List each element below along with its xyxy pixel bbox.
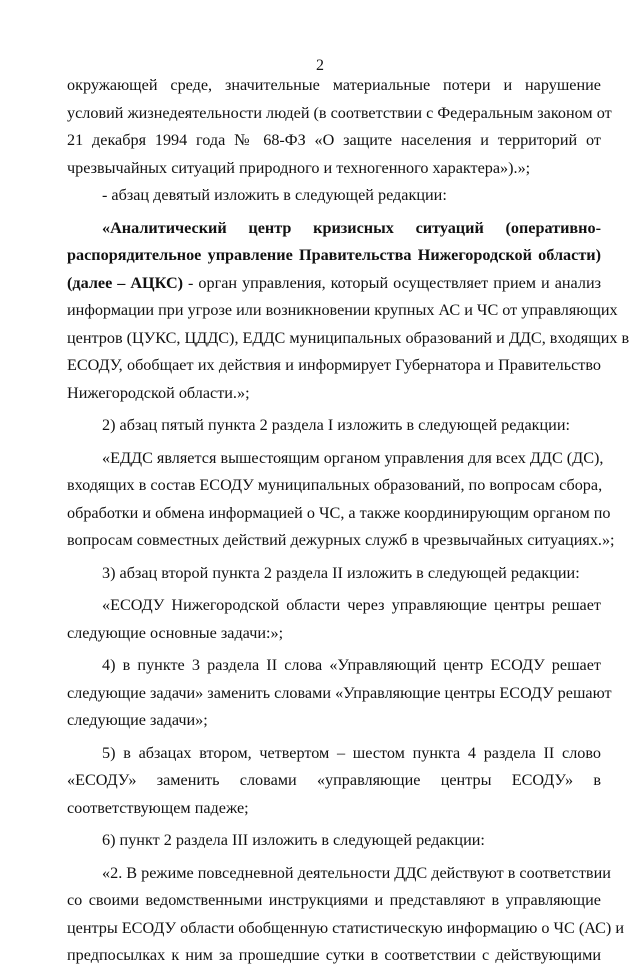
- text-line: [67, 100, 612, 128]
- text-run: «2. В режиме повседневной деятельности ДДС действуют в соответствии: [102, 863, 611, 882]
- text-line: [67, 592, 601, 620]
- text-line: [67, 412, 601, 440]
- text-line: [67, 72, 601, 100]
- text-line: [67, 445, 604, 473]
- text-run: предпосылках к ним за прошедшие сутки в соответствии с действующими: [67, 946, 601, 964]
- text-line: [67, 155, 601, 183]
- document-body: [67, 72, 630, 970]
- text-run: центров (ЦУКС, ЦДДС), ЕДДС муниципальных образований и ДДС, входящих в: [67, 328, 630, 347]
- text-line: [67, 325, 630, 353]
- text-line: [67, 795, 601, 823]
- text-run: вопросам совместных действий дежурных служб в чрезвычайных ситуациях.»;: [67, 531, 615, 549]
- text-line: [67, 127, 601, 155]
- text-line: [67, 297, 618, 325]
- text-run: соответствующем падеже;: [67, 798, 249, 817]
- text-line: [67, 915, 625, 943]
- text-run: центры ЕСОДУ области обобщенную статистическую информацию о ЧС (АС) и: [67, 918, 625, 937]
- text-run: информации при угрозе или возникновении крупных АС и ЧС от управляющих: [67, 301, 618, 319]
- text-line: [67, 182, 601, 210]
- text-run: обработки и обмена информацией о ЧС, а также координирующим органом по: [67, 503, 611, 522]
- text-line: [67, 500, 611, 528]
- text-line: [67, 942, 601, 970]
- text-line: [67, 887, 601, 915]
- text-run: 4) в пункте 3 раздела II слова «Управляющий центр ЕСОДУ решает: [102, 656, 601, 674]
- text-run: «ЕСОДУ» заменить словами «управляющие центры ЕСОДУ» в: [67, 771, 601, 789]
- text-line: [67, 652, 601, 680]
- text-line: [67, 472, 601, 500]
- text-run: Нижегородской области.»;: [67, 383, 250, 402]
- text-line: [67, 270, 601, 298]
- text-run: 2) абзац пятый пункта 2 раздела I изложить в следующей редакции:: [102, 416, 570, 434]
- text-line: [67, 620, 601, 648]
- text-run: 21 декабря 1994 года № 68-ФЗ «О защите населения и территорий от: [67, 131, 601, 149]
- text-run: ЕСОДУ, обобщает их действия и информирует Губернатора и Правительство: [67, 356, 601, 374]
- text-line: [67, 527, 615, 555]
- text-line: [67, 215, 601, 243]
- text-line: [67, 352, 601, 380]
- page-number: 2: [316, 57, 324, 74]
- text-run: входящих в состав ЕСОДУ муниципальных образований, по вопросам сбора,: [67, 476, 603, 494]
- text-run: условий жизнедеятельности людей (в соответствии с Федеральным законом от: [67, 103, 612, 122]
- text-run: - орган управления, который осуществляет прием и анализ: [183, 273, 601, 292]
- text-run: следующие основные задачи:»;: [67, 623, 284, 642]
- text-line: [67, 767, 601, 795]
- text-run: 5) в абзацах втором, четвертом – шестом пункта 4 раздела II слово: [102, 743, 601, 762]
- text-run: «ЕДДС является вышестоящим органом управления для всех ДДС (ДС),: [102, 448, 604, 467]
- text-line: [67, 380, 601, 408]
- text-run: следующие задачи» заменить словами «Управляющие центры ЕСОДУ решают: [67, 683, 612, 702]
- text-line: [67, 860, 611, 888]
- text-run: со своими ведомственными инструкциями и представляют в управляющие: [67, 891, 601, 909]
- bold-text: распорядительное управление Правительства Нижегородской области): [67, 246, 601, 264]
- text-line: [67, 242, 601, 270]
- text-line: [67, 560, 601, 588]
- bold-text: «Аналитический центр кризисных ситуаций (оперативно-: [102, 218, 601, 237]
- text-line: [67, 827, 601, 855]
- text-line: [67, 680, 612, 708]
- text-line: [67, 740, 601, 768]
- text-run: «ЕСОДУ Нижегородской области через управляющие центры решает: [102, 596, 601, 614]
- text-run: - абзац девятый изложить в следующей редакции:: [102, 186, 447, 204]
- text-line: [67, 707, 601, 735]
- text-run: окружающей среде, значительные материальные потери и нарушение: [67, 76, 601, 94]
- text-run: 3) абзац второй пункта 2 раздела II изложить в следующей редакции:: [102, 563, 580, 582]
- text-run: 6) пункт 2 раздела III изложить в следующей редакции:: [102, 831, 485, 849]
- text-run: чрезвычайных ситуаций природного и техногенного характера»).»;: [67, 158, 531, 177]
- text-run: следующие задачи»;: [67, 711, 208, 729]
- bold-text: (далее – АЦКС): [67, 273, 184, 292]
